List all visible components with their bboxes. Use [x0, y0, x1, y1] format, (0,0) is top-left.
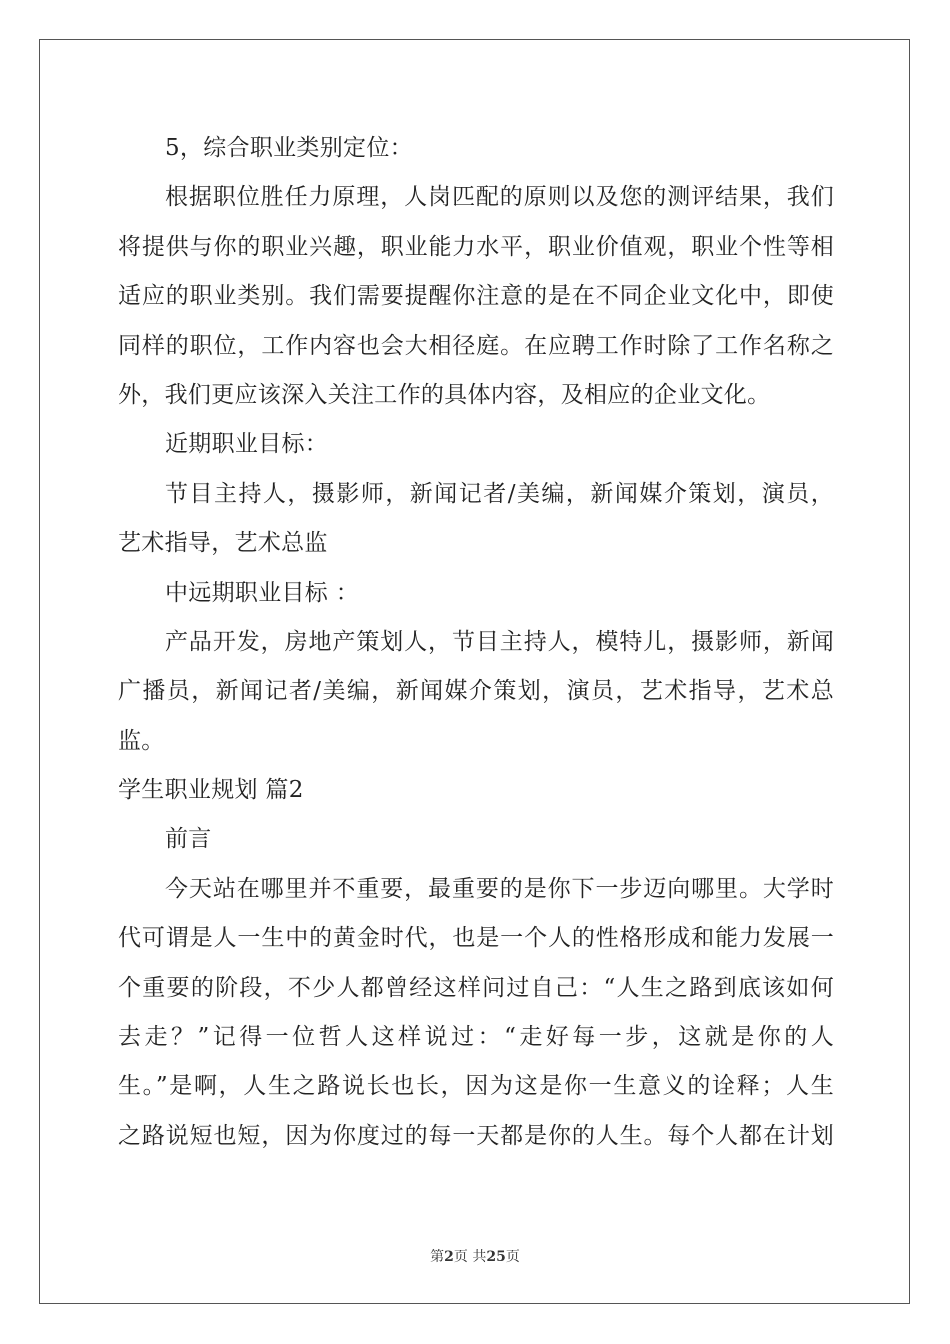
text-line: 同样的职位，工作内容也会大相径庭。在应聘工作时除了工作名称之 [118, 332, 834, 359]
text-line: 根据职位胜任力原理，人岗匹配的原则以及您的测评结果，我们 [165, 184, 834, 211]
footer-total-pages: 25 [486, 1249, 506, 1265]
text-line: 产品开发，房地产策划人，节目主持人，模特儿，摄影师，新闻 [165, 628, 834, 655]
footer-suffix: 页 [505, 1249, 520, 1265]
page-footer [0, 1246, 950, 1266]
text-line: 前言 [165, 826, 212, 853]
footer-current-page: 2 [444, 1249, 454, 1265]
footer-mid: 页 共 [453, 1249, 487, 1265]
text-line: 广播员，新闻记者/美编，新闻媒介策划，演员，艺术指导，艺术总 [118, 678, 834, 705]
text-line: 外，我们更应该深入关注工作的具体内容，及相应的企业文化。 [118, 381, 771, 408]
text-line: 节目主持人，摄影师，新闻记者/美编，新闻媒介策划，演员， [165, 480, 834, 507]
text-line: 去走？”记得一位哲人这样说过：“走好每一步，这就是你的人 [118, 1024, 834, 1051]
text-line: 代可谓是人一生中的黄金时代，也是一个人的性格形成和能力发展一 [118, 925, 834, 952]
text-line: 将提供与你的职业兴趣，职业能力水平，职业价值观，职业个性等相 [118, 233, 834, 260]
text-line: 近期职业目标： [165, 431, 329, 458]
text-line: 个重要的阶段，不少人都曾经这样问过自己：“人生之路到底该如何 [118, 974, 834, 1001]
text-line: 中远期职业目标 ： [165, 579, 360, 606]
footer-prefix: 第 [430, 1249, 445, 1265]
section-heading: 学生职业规划 篇2 [118, 777, 304, 804]
text-line: 生。”是啊，人生之路说长也长，因为这是你一生意义的诠释；人生 [118, 1073, 834, 1100]
text-line: 艺术指导，艺术总监 [118, 530, 328, 557]
text-line: 之路说短也短，因为你度过的每一天都是你的人生。每个人都在计划 [118, 1122, 834, 1149]
text-line: 适应的职业类别。我们需要提醒你注意的是在不同企业文化中，即使 [118, 283, 834, 310]
text-line: 今天站在哪里并不重要，最重要的是你下一步迈向哪里。大学时 [165, 875, 834, 902]
document-body [118, 124, 834, 1161]
text-line: 5，综合职业类别定位： [165, 135, 413, 161]
text-line: 监。 [118, 727, 165, 754]
